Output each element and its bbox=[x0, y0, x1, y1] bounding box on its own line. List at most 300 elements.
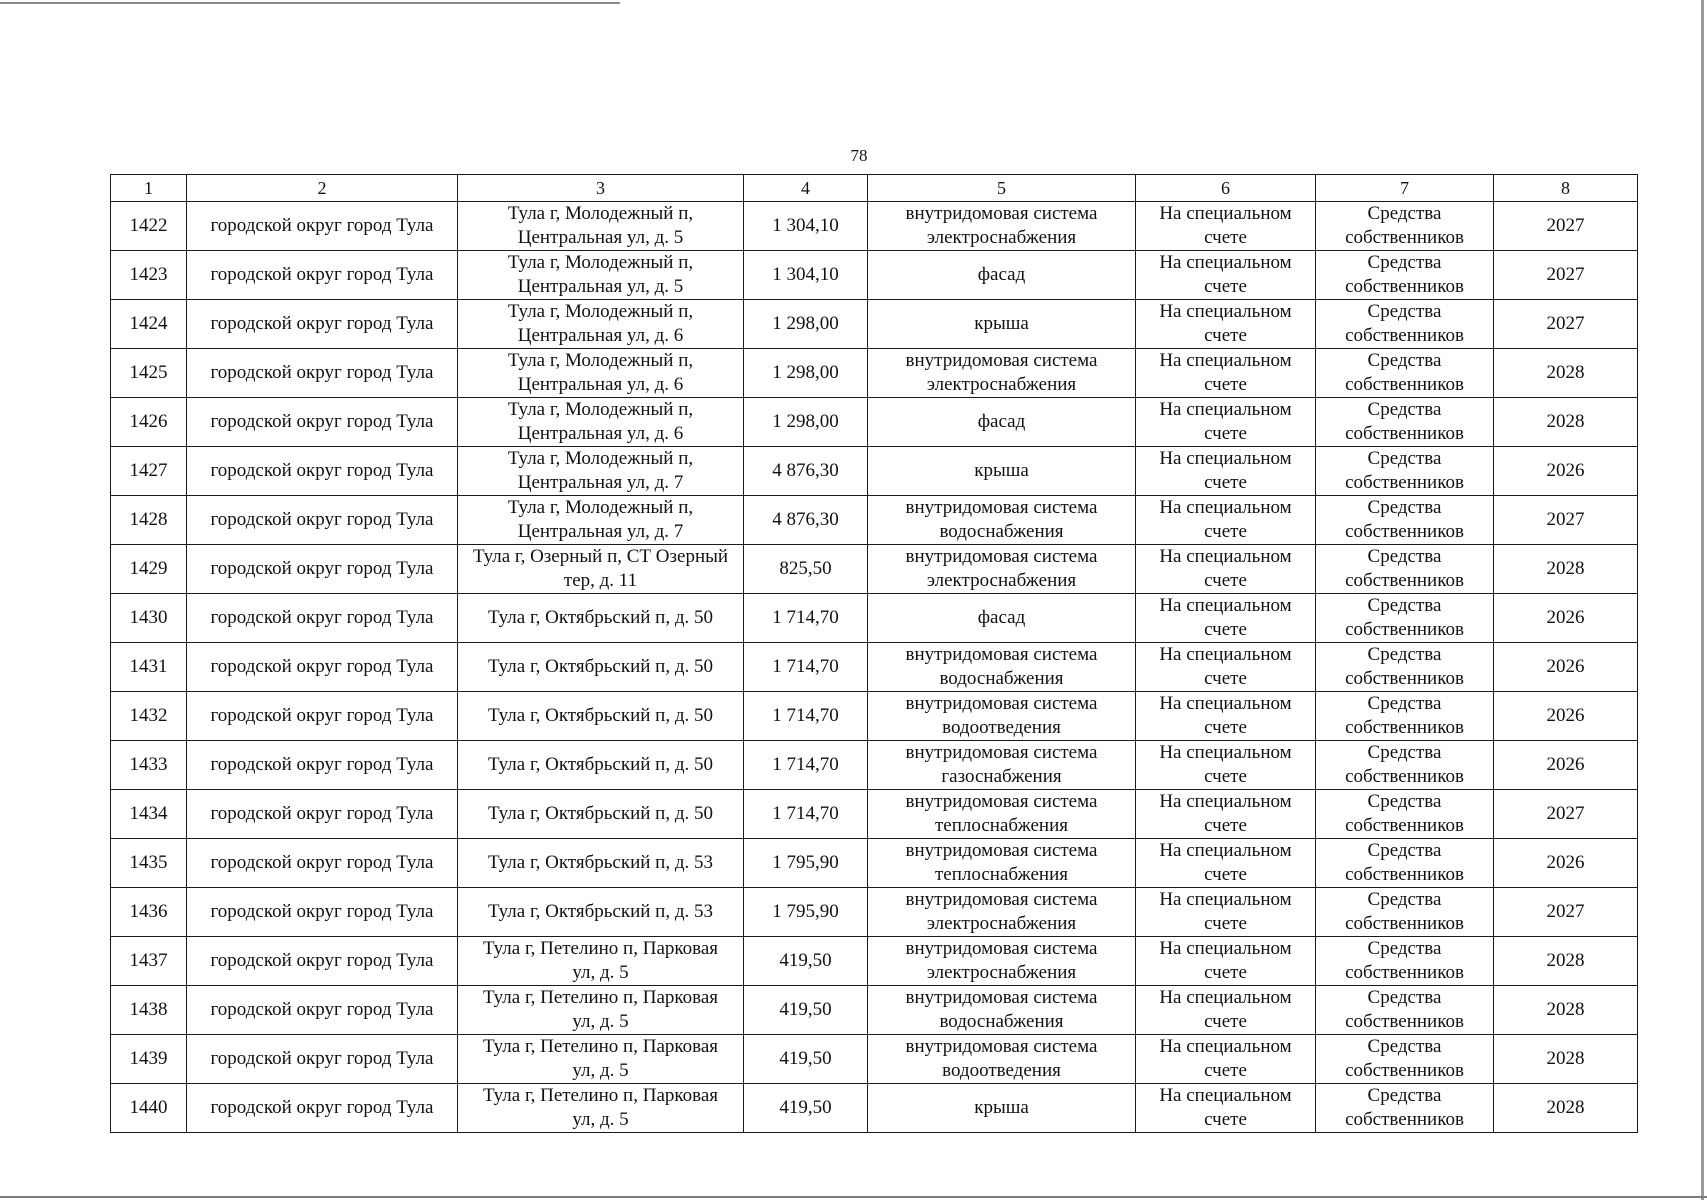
system-cell-line: внутридомовая система bbox=[905, 889, 1098, 910]
address-cell-line: Центральная ул, д. 6 bbox=[517, 325, 684, 346]
row-number-cell: 1427 bbox=[111, 447, 187, 496]
account-cell-line: счете bbox=[1204, 864, 1247, 885]
table-row bbox=[111, 447, 1638, 496]
account-cell bbox=[1136, 1084, 1316, 1133]
funding-source-cell-line: Средства bbox=[1367, 840, 1442, 861]
municipality-cell: городской округ город Тула bbox=[187, 888, 458, 937]
row-number-cell: 1433 bbox=[111, 741, 187, 790]
account-cell-line: счете bbox=[1204, 815, 1247, 836]
funding-source-cell bbox=[1316, 202, 1494, 251]
system-cell-line: внутридомовая система bbox=[905, 203, 1098, 224]
funding-source-cell-line: Средства bbox=[1367, 693, 1442, 714]
system-cell bbox=[868, 496, 1136, 545]
account-cell bbox=[1136, 202, 1316, 251]
address-cell-line: Тула г, Петелино п, Парковая bbox=[482, 1036, 719, 1057]
municipality-cell: городской округ город Тула bbox=[187, 790, 458, 839]
funding-source-cell bbox=[1316, 790, 1494, 839]
municipality-cell: городской округ город Тула bbox=[187, 986, 458, 1035]
address-cell bbox=[458, 202, 744, 251]
municipality-cell: городской округ город Тула bbox=[187, 496, 458, 545]
funding-source-cell-line: Средства bbox=[1367, 889, 1442, 910]
account-cell-line: На специальном bbox=[1159, 497, 1292, 518]
table-row bbox=[111, 349, 1638, 398]
system-cell-line: внутридомовая система bbox=[905, 644, 1098, 665]
page-number: 78 bbox=[850, 146, 868, 165]
column-header: 7 bbox=[1316, 175, 1494, 202]
row-number-cell: 1434 bbox=[111, 790, 187, 839]
table-row bbox=[111, 1035, 1638, 1084]
municipality-cell: городской округ город Тула bbox=[187, 937, 458, 986]
municipality-cell: городской округ город Тула bbox=[187, 398, 458, 447]
account-cell-line: счете bbox=[1204, 521, 1247, 542]
funding-source-cell-line: собственников bbox=[1345, 276, 1464, 297]
address-cell bbox=[458, 643, 744, 692]
year-cell: 2026 bbox=[1494, 741, 1638, 790]
account-cell-line: счете bbox=[1204, 668, 1247, 689]
account-cell-line: На специальном bbox=[1159, 938, 1292, 959]
system-cell bbox=[868, 251, 1136, 300]
account-cell-line: счете bbox=[1204, 1011, 1247, 1032]
table-row bbox=[111, 888, 1638, 937]
scan-artifact-right-edge bbox=[1701, 0, 1704, 1200]
year-cell: 2027 bbox=[1494, 888, 1638, 937]
row-number-cell: 1426 bbox=[111, 398, 187, 447]
system-cell-line: электроснабжения bbox=[926, 227, 1077, 248]
year-cell: 2027 bbox=[1494, 202, 1638, 251]
account-cell-line: счете bbox=[1204, 276, 1247, 297]
address-cell-line: Тула г, Петелино п, Парковая bbox=[482, 938, 719, 959]
address-cell-line: ул, д. 5 bbox=[572, 1060, 629, 1081]
row-number-cell: 1438 bbox=[111, 986, 187, 1035]
address-cell bbox=[458, 447, 744, 496]
system-cell bbox=[868, 839, 1136, 888]
municipality-cell: городской округ город Тула bbox=[187, 545, 458, 594]
account-cell-line: счете bbox=[1204, 374, 1247, 395]
account-cell-line: На специальном bbox=[1159, 644, 1292, 665]
account-cell bbox=[1136, 937, 1316, 986]
address-cell-line: Тула г, Октябрьский п, д. 53 bbox=[487, 852, 714, 873]
funding-source-cell-line: собственников bbox=[1345, 472, 1464, 493]
address-cell bbox=[458, 594, 744, 643]
account-cell-line: На специальном bbox=[1159, 546, 1292, 567]
funding-source-cell-line: Средства bbox=[1367, 1085, 1442, 1106]
account-cell-line: счете bbox=[1204, 423, 1247, 444]
account-cell bbox=[1136, 594, 1316, 643]
row-number-cell: 1440 bbox=[111, 1084, 187, 1133]
account-cell bbox=[1136, 643, 1316, 692]
funding-source-cell-line: собственников bbox=[1345, 864, 1464, 885]
funding-source-cell-line: собственников bbox=[1345, 325, 1464, 346]
funding-source-cell-line: собственников bbox=[1345, 1060, 1464, 1081]
address-cell-line: Тула г, Озерный п, СТ Озерный bbox=[472, 546, 729, 567]
system-cell-line: фасад bbox=[977, 411, 1026, 432]
account-cell bbox=[1136, 986, 1316, 1035]
funding-source-cell-line: собственников bbox=[1345, 227, 1464, 248]
address-cell-line: тер, д. 11 bbox=[563, 570, 638, 591]
year-cell: 2026 bbox=[1494, 643, 1638, 692]
address-cell bbox=[458, 1035, 744, 1084]
table-row bbox=[111, 741, 1638, 790]
account-cell-line: На специальном bbox=[1159, 840, 1292, 861]
municipality-cell: городской округ город Тула bbox=[187, 741, 458, 790]
account-cell-line: На специальном bbox=[1159, 203, 1292, 224]
account-cell-line: счете bbox=[1204, 1060, 1247, 1081]
year-cell: 2026 bbox=[1494, 839, 1638, 888]
account-cell-line: На специальном bbox=[1159, 742, 1292, 763]
table-row bbox=[111, 986, 1638, 1035]
funding-source-cell bbox=[1316, 1084, 1494, 1133]
row-number-cell: 1436 bbox=[111, 888, 187, 937]
year-cell: 2027 bbox=[1494, 790, 1638, 839]
funding-source-cell-line: собственников bbox=[1345, 423, 1464, 444]
system-cell-line: фасад bbox=[977, 607, 1026, 628]
system-cell bbox=[868, 790, 1136, 839]
row-number-cell: 1431 bbox=[111, 643, 187, 692]
account-cell-line: счете bbox=[1204, 913, 1247, 934]
row-number-cell: 1423 bbox=[111, 251, 187, 300]
address-cell bbox=[458, 741, 744, 790]
system-cell-line: теплоснабжения bbox=[935, 815, 1068, 836]
address-cell-line: Центральная ул, д. 6 bbox=[517, 374, 684, 395]
system-cell bbox=[868, 888, 1136, 937]
account-cell-line: На специальном bbox=[1159, 350, 1292, 371]
row-number-cell: 1422 bbox=[111, 202, 187, 251]
area-cell: 419,50 bbox=[744, 1084, 868, 1133]
row-number-cell: 1430 bbox=[111, 594, 187, 643]
address-cell-line: Тула г, Октябрьский п, д. 50 bbox=[487, 607, 714, 628]
system-cell-line: газоснабжения bbox=[941, 766, 1062, 787]
account-cell-line: счете bbox=[1204, 570, 1247, 591]
address-cell bbox=[458, 888, 744, 937]
account-cell-line: На специальном bbox=[1159, 1036, 1292, 1057]
table-row bbox=[111, 839, 1638, 888]
system-cell bbox=[868, 937, 1136, 986]
system-cell-line: водоотведения bbox=[942, 717, 1061, 738]
funding-source-cell-line: собственников bbox=[1345, 374, 1464, 395]
municipality-cell: городской округ город Тула bbox=[187, 594, 458, 643]
funding-source-cell-line: собственников bbox=[1345, 815, 1464, 836]
funding-source-cell-line: Средства bbox=[1367, 595, 1442, 616]
funding-source-cell-line: собственников bbox=[1345, 570, 1464, 591]
area-cell: 1 795,90 bbox=[744, 839, 868, 888]
area-cell: 1 714,70 bbox=[744, 594, 868, 643]
funding-source-cell bbox=[1316, 349, 1494, 398]
account-cell-line: счете bbox=[1204, 962, 1247, 983]
funding-source-cell bbox=[1316, 986, 1494, 1035]
funding-source-cell bbox=[1316, 643, 1494, 692]
row-number-cell: 1439 bbox=[111, 1035, 187, 1084]
area-cell: 1 298,00 bbox=[744, 300, 868, 349]
address-cell-line: Тула г, Октябрьский п, д. 50 bbox=[487, 803, 714, 824]
area-cell: 1 714,70 bbox=[744, 692, 868, 741]
system-cell-line: внутридомовая система bbox=[905, 987, 1098, 1008]
account-cell-line: счете bbox=[1204, 227, 1247, 248]
repair-program-table bbox=[110, 174, 1638, 1133]
system-cell-line: крыша bbox=[974, 1097, 1029, 1118]
address-cell bbox=[458, 398, 744, 447]
system-cell-line: электроснабжения bbox=[926, 913, 1077, 934]
table-row bbox=[111, 251, 1638, 300]
funding-source-cell-line: Средства bbox=[1367, 791, 1442, 812]
area-cell: 1 298,00 bbox=[744, 349, 868, 398]
area-cell: 1 714,70 bbox=[744, 741, 868, 790]
table-row bbox=[111, 1084, 1638, 1133]
address-cell-line: Центральная ул, д. 7 bbox=[517, 472, 684, 493]
account-cell bbox=[1136, 1035, 1316, 1084]
funding-source-cell bbox=[1316, 251, 1494, 300]
address-cell-line: Тула г, Молодежный п, bbox=[507, 252, 694, 273]
system-cell-line: внутридомовая система bbox=[905, 742, 1098, 763]
column-header: 4 bbox=[744, 175, 868, 202]
row-number-cell: 1425 bbox=[111, 349, 187, 398]
system-cell-line: фасад bbox=[977, 264, 1026, 285]
table-row bbox=[111, 692, 1638, 741]
funding-source-cell bbox=[1316, 545, 1494, 594]
year-cell: 2028 bbox=[1494, 349, 1638, 398]
address-cell-line: ул, д. 5 bbox=[572, 1011, 629, 1032]
account-cell-line: На специальном bbox=[1159, 693, 1292, 714]
year-cell: 2028 bbox=[1494, 937, 1638, 986]
system-cell-line: водоснабжения bbox=[939, 521, 1064, 542]
funding-source-cell bbox=[1316, 1035, 1494, 1084]
table-row bbox=[111, 643, 1638, 692]
table-row bbox=[111, 790, 1638, 839]
funding-source-cell-line: собственников bbox=[1345, 1109, 1464, 1130]
area-cell: 1 304,10 bbox=[744, 251, 868, 300]
account-cell-line: На специальном bbox=[1159, 987, 1292, 1008]
municipality-cell: городской округ город Тула bbox=[187, 839, 458, 888]
year-cell: 2026 bbox=[1494, 594, 1638, 643]
funding-source-cell bbox=[1316, 300, 1494, 349]
area-cell: 419,50 bbox=[744, 1035, 868, 1084]
column-number-header-row bbox=[111, 175, 1638, 202]
address-cell bbox=[458, 349, 744, 398]
column-header: 8 bbox=[1494, 175, 1638, 202]
row-number-cell: 1435 bbox=[111, 839, 187, 888]
funding-source-cell-line: Средства bbox=[1367, 1036, 1442, 1057]
system-cell-line: внутридомовая система bbox=[905, 546, 1098, 567]
column-header: 2 bbox=[187, 175, 458, 202]
account-cell bbox=[1136, 741, 1316, 790]
system-cell bbox=[868, 300, 1136, 349]
account-cell bbox=[1136, 251, 1316, 300]
system-cell bbox=[868, 1035, 1136, 1084]
address-cell-line: ул, д. 5 bbox=[572, 962, 629, 983]
table-row bbox=[111, 545, 1638, 594]
funding-source-cell-line: Средства bbox=[1367, 938, 1442, 959]
system-cell bbox=[868, 545, 1136, 594]
row-number-cell: 1437 bbox=[111, 937, 187, 986]
municipality-cell: городской округ город Тула bbox=[187, 1084, 458, 1133]
table-body bbox=[111, 202, 1638, 1133]
area-cell: 1 795,90 bbox=[744, 888, 868, 937]
funding-source-cell-line: собственников bbox=[1345, 521, 1464, 542]
table-row bbox=[111, 202, 1638, 251]
scan-artifact-bottom-line bbox=[0, 1196, 1707, 1198]
funding-source-cell-line: Средства bbox=[1367, 987, 1442, 1008]
municipality-cell: городской округ город Тула bbox=[187, 202, 458, 251]
year-cell: 2028 bbox=[1494, 545, 1638, 594]
funding-source-cell bbox=[1316, 447, 1494, 496]
funding-source-cell bbox=[1316, 888, 1494, 937]
municipality-cell: городской округ город Тула bbox=[187, 251, 458, 300]
address-cell bbox=[458, 692, 744, 741]
funding-source-cell bbox=[1316, 741, 1494, 790]
area-cell: 1 714,70 bbox=[744, 643, 868, 692]
column-header: 5 bbox=[868, 175, 1136, 202]
account-cell bbox=[1136, 839, 1316, 888]
system-cell bbox=[868, 202, 1136, 251]
system-cell-line: внутридомовая система bbox=[905, 840, 1098, 861]
address-cell-line: Центральная ул, д. 7 bbox=[517, 521, 684, 542]
funding-source-cell-line: собственников bbox=[1345, 619, 1464, 640]
account-cell bbox=[1136, 790, 1316, 839]
account-cell bbox=[1136, 300, 1316, 349]
area-cell: 1 298,00 bbox=[744, 398, 868, 447]
address-cell-line: ул, д. 5 bbox=[572, 1109, 629, 1130]
row-number-cell: 1424 bbox=[111, 300, 187, 349]
year-cell: 2026 bbox=[1494, 692, 1638, 741]
system-cell bbox=[868, 349, 1136, 398]
address-cell-line: Тула г, Молодежный п, bbox=[507, 448, 694, 469]
system-cell-line: внутридомовая система bbox=[905, 791, 1098, 812]
table-row bbox=[111, 937, 1638, 986]
address-cell bbox=[458, 937, 744, 986]
funding-source-cell-line: собственников bbox=[1345, 913, 1464, 934]
address-cell-line: Тула г, Октябрьский п, д. 50 bbox=[487, 705, 714, 726]
address-cell bbox=[458, 839, 744, 888]
funding-source-cell-line: Средства bbox=[1367, 546, 1442, 567]
area-cell: 825,50 bbox=[744, 545, 868, 594]
system-cell-line: электроснабжения bbox=[926, 962, 1077, 983]
funding-source-cell-line: Средства bbox=[1367, 252, 1442, 273]
address-cell-line: Тула г, Петелино п, Парковая bbox=[482, 987, 719, 1008]
system-cell-line: крыша bbox=[974, 313, 1029, 334]
table-row bbox=[111, 496, 1638, 545]
funding-source-cell-line: Средства bbox=[1367, 350, 1442, 371]
address-cell-line: Тула г, Молодежный п, bbox=[507, 203, 694, 224]
system-cell bbox=[868, 594, 1136, 643]
funding-source-cell bbox=[1316, 692, 1494, 741]
account-cell-line: счете bbox=[1204, 472, 1247, 493]
system-cell bbox=[868, 643, 1136, 692]
account-cell-line: счете bbox=[1204, 619, 1247, 640]
municipality-cell: городской округ город Тула bbox=[187, 447, 458, 496]
system-cell-line: водоснабжения bbox=[939, 668, 1064, 689]
year-cell: 2028 bbox=[1494, 986, 1638, 1035]
address-cell-line: Тула г, Петелино п, Парковая bbox=[482, 1085, 719, 1106]
year-cell: 2028 bbox=[1494, 1084, 1638, 1133]
address-cell-line: Тула г, Октябрьский п, д. 50 bbox=[487, 656, 714, 677]
funding-source-cell-line: собственников bbox=[1345, 962, 1464, 983]
system-cell-line: внутридомовая система bbox=[905, 1036, 1098, 1057]
area-cell: 419,50 bbox=[744, 986, 868, 1035]
system-cell-line: водоотведения bbox=[942, 1060, 1061, 1081]
system-cell bbox=[868, 986, 1136, 1035]
system-cell-line: крыша bbox=[974, 460, 1029, 481]
row-number-cell: 1429 bbox=[111, 545, 187, 594]
municipality-cell: городской округ город Тула bbox=[187, 349, 458, 398]
system-cell bbox=[868, 692, 1136, 741]
address-cell bbox=[458, 251, 744, 300]
account-cell bbox=[1136, 447, 1316, 496]
system-cell-line: водоснабжения bbox=[939, 1011, 1064, 1032]
system-cell-line: электроснабжения bbox=[926, 374, 1077, 395]
account-cell-line: На специальном bbox=[1159, 1085, 1292, 1106]
address-cell-line: Тула г, Молодежный п, bbox=[507, 301, 694, 322]
address-cell-line: Тула г, Октябрьский п, д. 53 bbox=[487, 901, 714, 922]
municipality-cell: городской округ город Тула bbox=[187, 1035, 458, 1084]
funding-source-cell-line: Средства bbox=[1367, 301, 1442, 322]
municipality-cell: городской округ город Тула bbox=[187, 692, 458, 741]
area-cell: 4 876,30 bbox=[744, 496, 868, 545]
year-cell: 2027 bbox=[1494, 496, 1638, 545]
account-cell-line: счете bbox=[1204, 717, 1247, 738]
system-cell bbox=[868, 1084, 1136, 1133]
address-cell-line: Центральная ул, д. 6 bbox=[517, 423, 684, 444]
address-cell bbox=[458, 545, 744, 594]
funding-source-cell-line: Средства bbox=[1367, 203, 1442, 224]
account-cell-line: На специальном bbox=[1159, 448, 1292, 469]
funding-source-cell-line: собственников bbox=[1345, 668, 1464, 689]
funding-source-cell-line: Средства bbox=[1367, 448, 1442, 469]
funding-source-cell bbox=[1316, 839, 1494, 888]
funding-source-cell bbox=[1316, 594, 1494, 643]
account-cell bbox=[1136, 496, 1316, 545]
column-header: 1 bbox=[111, 175, 187, 202]
account-cell-line: счете bbox=[1204, 1109, 1247, 1130]
table-row bbox=[111, 300, 1638, 349]
account-cell-line: счете bbox=[1204, 325, 1247, 346]
system-cell-line: теплоснабжения bbox=[935, 864, 1068, 885]
address-cell-line: Тула г, Молодежный п, bbox=[507, 497, 694, 518]
account-cell-line: На специальном bbox=[1159, 791, 1292, 812]
funding-source-cell bbox=[1316, 496, 1494, 545]
funding-source-cell-line: собственников bbox=[1345, 717, 1464, 738]
funding-source-cell-line: Средства bbox=[1367, 497, 1442, 518]
address-cell-line: Центральная ул, д. 5 bbox=[517, 276, 684, 297]
area-cell: 419,50 bbox=[744, 937, 868, 986]
system-cell-line: внутридомовая система bbox=[905, 497, 1098, 518]
account-cell-line: На специальном bbox=[1159, 252, 1292, 273]
column-header: 6 bbox=[1136, 175, 1316, 202]
scan-artifact-top-line bbox=[0, 2, 620, 4]
year-cell: 2028 bbox=[1494, 1035, 1638, 1084]
row-number-cell: 1432 bbox=[111, 692, 187, 741]
account-cell bbox=[1136, 545, 1316, 594]
funding-source-cell bbox=[1316, 937, 1494, 986]
municipality-cell: городской округ город Тула bbox=[187, 300, 458, 349]
year-cell: 2027 bbox=[1494, 300, 1638, 349]
system-cell bbox=[868, 398, 1136, 447]
funding-source-cell-line: Средства bbox=[1367, 399, 1442, 420]
table-row bbox=[111, 398, 1638, 447]
account-cell-line: На специальном bbox=[1159, 301, 1292, 322]
municipality-cell: городской округ город Тула bbox=[187, 643, 458, 692]
column-header: 3 bbox=[458, 175, 744, 202]
funding-source-cell-line: Средства bbox=[1367, 644, 1442, 665]
address-cell-line: Центральная ул, д. 5 bbox=[517, 227, 684, 248]
year-cell: 2026 bbox=[1494, 447, 1638, 496]
funding-source-cell-line: собственников bbox=[1345, 1011, 1464, 1032]
system-cell-line: внутридомовая система bbox=[905, 350, 1098, 371]
account-cell bbox=[1136, 349, 1316, 398]
address-cell-line: Тула г, Молодежный п, bbox=[507, 399, 694, 420]
system-cell bbox=[868, 741, 1136, 790]
year-cell: 2027 bbox=[1494, 251, 1638, 300]
area-cell: 1 714,70 bbox=[744, 790, 868, 839]
account-cell-line: счете bbox=[1204, 766, 1247, 787]
